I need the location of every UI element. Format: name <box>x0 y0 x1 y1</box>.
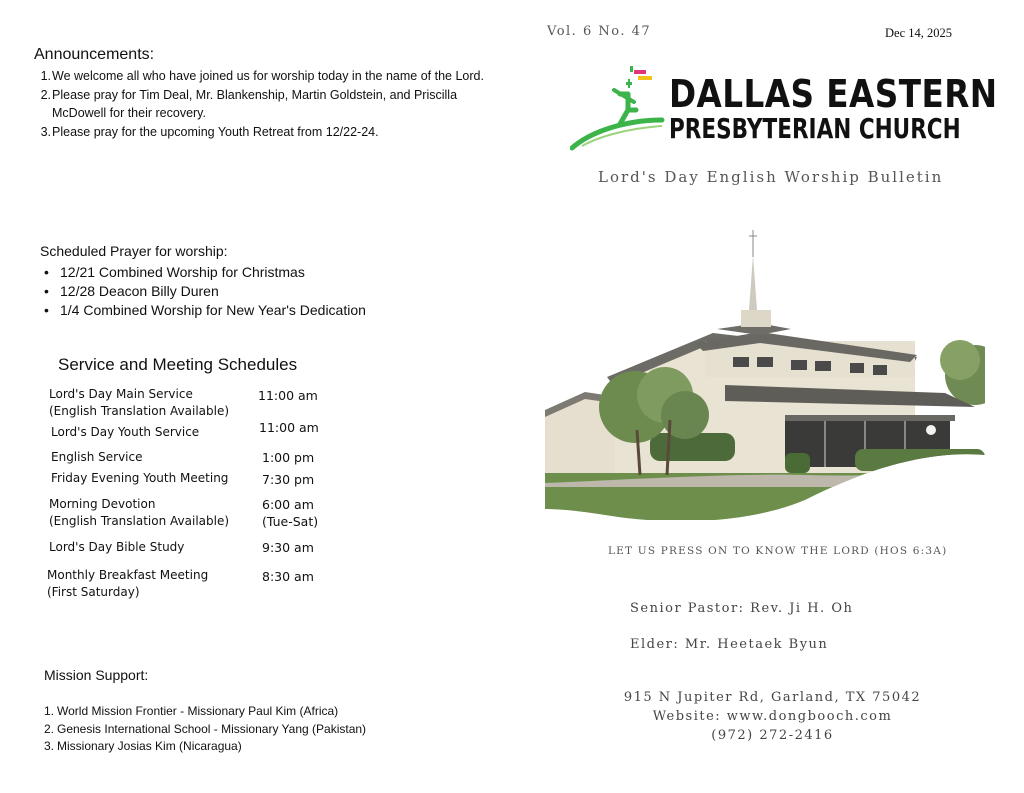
senior-pastor: Senior Pastor: Rev. Ji H. Oh <box>630 601 854 616</box>
list-item <box>44 263 366 282</box>
service-name: Friday Evening Youth Meeting <box>51 471 229 485</box>
mission-text: Genesis International School - Missionary Yang (Pakistan) <box>57 721 367 736</box>
schedule-row-name <box>49 386 229 420</box>
bulletin-date: Dec 14, 2025 <box>885 26 952 40</box>
church-logo-icon <box>570 62 665 152</box>
mission-heading: Mission Support: <box>44 667 149 683</box>
schedule-row-name <box>49 496 229 530</box>
announcement-text: Please pray for the upcoming Youth Retreat from 12/22-24. <box>52 124 379 139</box>
service-note: (First Saturday) <box>47 585 140 599</box>
church-address: 915 N Jupiter Rd, Garland, TX 75042 <box>623 690 922 705</box>
list-number: 3. <box>44 739 55 753</box>
list-item <box>44 282 366 301</box>
church-building-image <box>545 225 985 520</box>
schedule-row-time <box>262 496 318 530</box>
elder-name: Elder: Mr. Heetaek Byun <box>630 637 829 652</box>
prayer-text: 1/4 Combined Worship for New Year's Dedication <box>60 302 366 318</box>
mission-text: World Mission Frontier - Missionary Paul Kim (Africa) <box>57 704 339 718</box>
list-number: 2. <box>40 87 51 102</box>
mission-text: Missionary Josias Kim (Nicaragua) <box>57 739 242 753</box>
list-item <box>34 67 514 86</box>
list-number: 1. <box>44 704 55 718</box>
list-item <box>44 721 366 739</box>
announcement-text: Please pray for Tim Deal, Mr. Blankenship, Martin Goldstein, and Priscilla McDowell for their recovery. <box>52 87 458 120</box>
service-time: 8:30 am <box>262 569 314 584</box>
service-note: (English Translation Available) <box>49 404 230 418</box>
list-item <box>44 301 366 320</box>
service-time: 1:00 pm <box>262 450 315 465</box>
list-item <box>44 738 366 756</box>
prayer-heading: Scheduled Prayer for worship: <box>40 243 228 259</box>
service-name: Lord's Day Bible Study <box>49 540 185 554</box>
bulletin-subtitle: Lord's Day English Worship Bulletin <box>598 168 944 186</box>
list-number: 2. <box>44 721 55 736</box>
service-time: 9:30 am <box>262 540 314 555</box>
service-name: Morning Devotion <box>49 497 156 511</box>
announcements-heading: Announcements: <box>34 46 155 63</box>
list-number: 1. <box>40 69 51 83</box>
service-note: (English Translation Available) <box>49 514 230 528</box>
list-item <box>44 703 366 721</box>
prayer-text: 12/21 Combined Worship for Christmas <box>60 264 305 280</box>
bulletin-motto: LET US PRESS ON TO KNOW THE LORD (HOS 6:3A) <box>608 545 948 557</box>
service-name: Lord's Day Main Service <box>49 387 193 401</box>
prayer-text: 12/28 Deacon Billy Duren <box>60 283 219 299</box>
service-time: 11:00 am <box>259 420 319 435</box>
service-name: Lord's Day Youth Service <box>51 425 200 439</box>
bullet-icon: • <box>44 264 49 280</box>
bullet-icon: • <box>44 302 49 318</box>
list-number: 3. <box>40 124 51 139</box>
prayer-list <box>44 263 366 320</box>
service-time: 11:00 am <box>258 388 318 403</box>
service-name: English Service <box>51 450 143 464</box>
schedule-row-name <box>47 567 208 601</box>
volume-number: Vol. 6 No. 47 <box>547 24 652 39</box>
church-website: Website: www.dongbooch.com <box>652 709 893 724</box>
list-item <box>34 123 514 142</box>
list-item <box>34 86 514 123</box>
church-name-line2: PRESBYTERIAN CHURCH <box>669 112 961 145</box>
service-time: 6:00 am <box>262 497 314 512</box>
schedule-heading: Service and Meeting Schedules <box>58 355 298 374</box>
mission-list <box>44 703 366 756</box>
church-name-line1: DALLAS EASTERN <box>669 72 998 116</box>
service-time-note: (Tue-Sat) <box>262 514 319 529</box>
service-name: Monthly Breakfast Meeting <box>47 568 209 582</box>
announcements-list <box>34 67 514 141</box>
announcement-text: We welcome all who have joined us for worship today in the name of the Lord. <box>52 69 484 83</box>
service-time: 7:30 pm <box>262 472 315 487</box>
church-phone: (972) 272-2416 <box>711 728 834 743</box>
bullet-icon: • <box>44 283 49 299</box>
